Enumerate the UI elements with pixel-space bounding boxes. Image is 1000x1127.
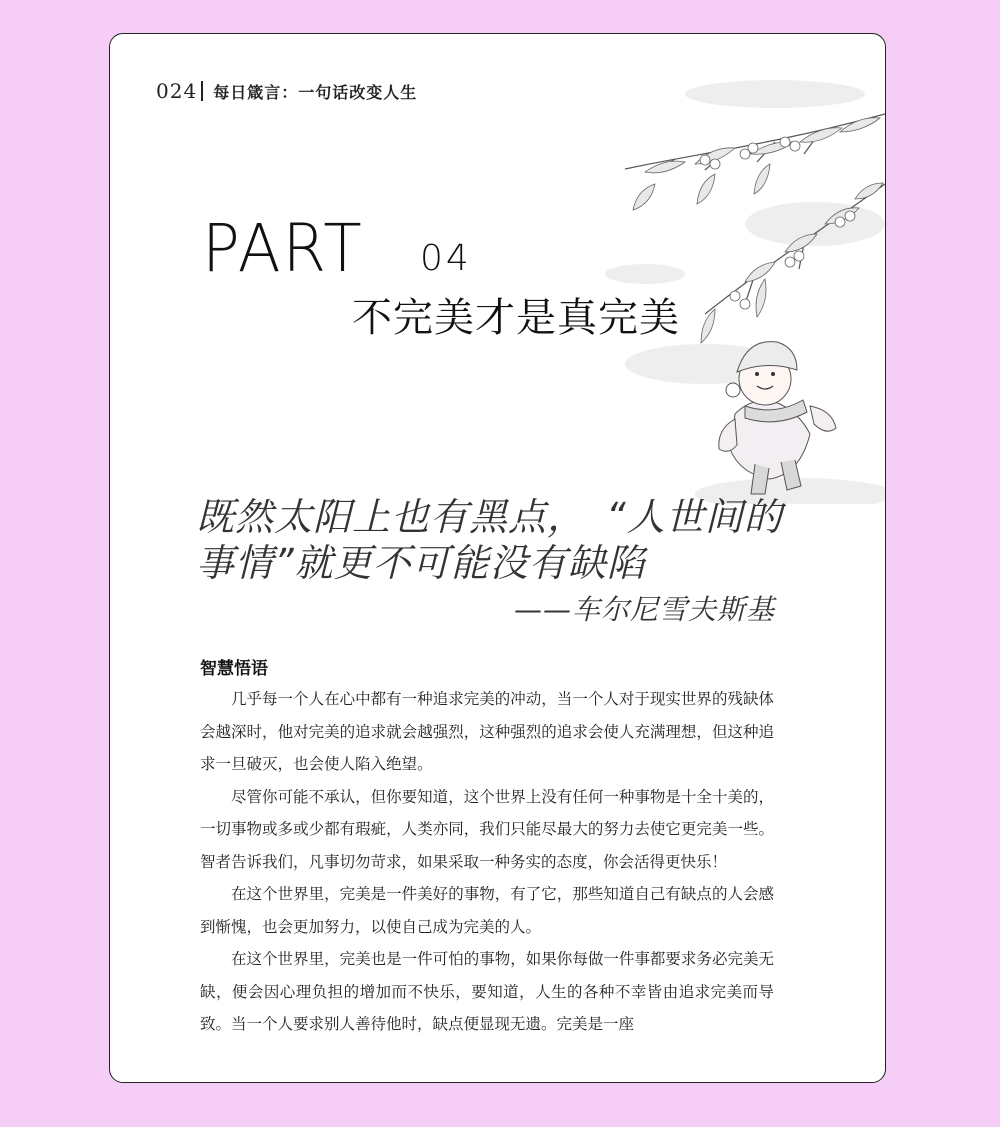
child-arm-right: [810, 406, 836, 431]
book-page: [109, 33, 886, 1083]
part-label: PART: [202, 210, 364, 287]
paragraph: 在这个世界里，完美也是一件可怕的事物，如果你每做一件事都要求务必完美无缺，便会因心理负担的增加而不快乐，要知道，人生的各种不幸皆由追求完美而导致。当一个人要求别人善待他时，缺点便显现无遗。完美是一座: [200, 950, 774, 1033]
page-number: 024: [156, 79, 198, 103]
chapter-title: 不完美才是真完美: [352, 295, 680, 341]
paragraph: 尽管你可能不承认，但你要知道，这个世界上没有任何一种事物是十全十美的，一切事物或多或少都有瑕疵，人类亦同，我们只能尽最大的努力去使它更完美一些。智者告诉我们，凡事切勿苛求，如果采取一种务实的态度，你会活得更快乐！: [200, 787, 774, 871]
section-body: [200, 683, 774, 1041]
child-arm-left: [719, 419, 737, 451]
epigraph-author: ——车尔尼雪夫斯基: [513, 593, 775, 626]
section-heading: 智慧悟语: [200, 659, 268, 679]
book-title: 每日箴言：一句话改变人生: [213, 82, 418, 102]
child-under-branch-illustration: [585, 34, 885, 504]
paragraph: 在这个世界里，完美是一件美好的事物，有了它，那些知道自己有缺点的人会感到惭愧，也会更加努力，以使自己成为完美的人。: [200, 885, 774, 936]
part-number: 04: [420, 238, 472, 279]
upper-leaves: [633, 118, 880, 210]
header-divider: [201, 81, 203, 101]
page-header: [156, 78, 417, 104]
epigraph-quote: 既然太阳上也有黑点， “人世间的事情”就更不可能没有缺陷: [196, 495, 783, 585]
paragraph: 几乎每一个人在心中都有一种追求完美的冲动，当一个人对于现实世界的残缺体会越深时，他对完美的追求就会越强烈，这种强烈的追求会使人充满理想，但这种追求一旦破灭，也会使人陷入绝望。: [200, 690, 774, 773]
